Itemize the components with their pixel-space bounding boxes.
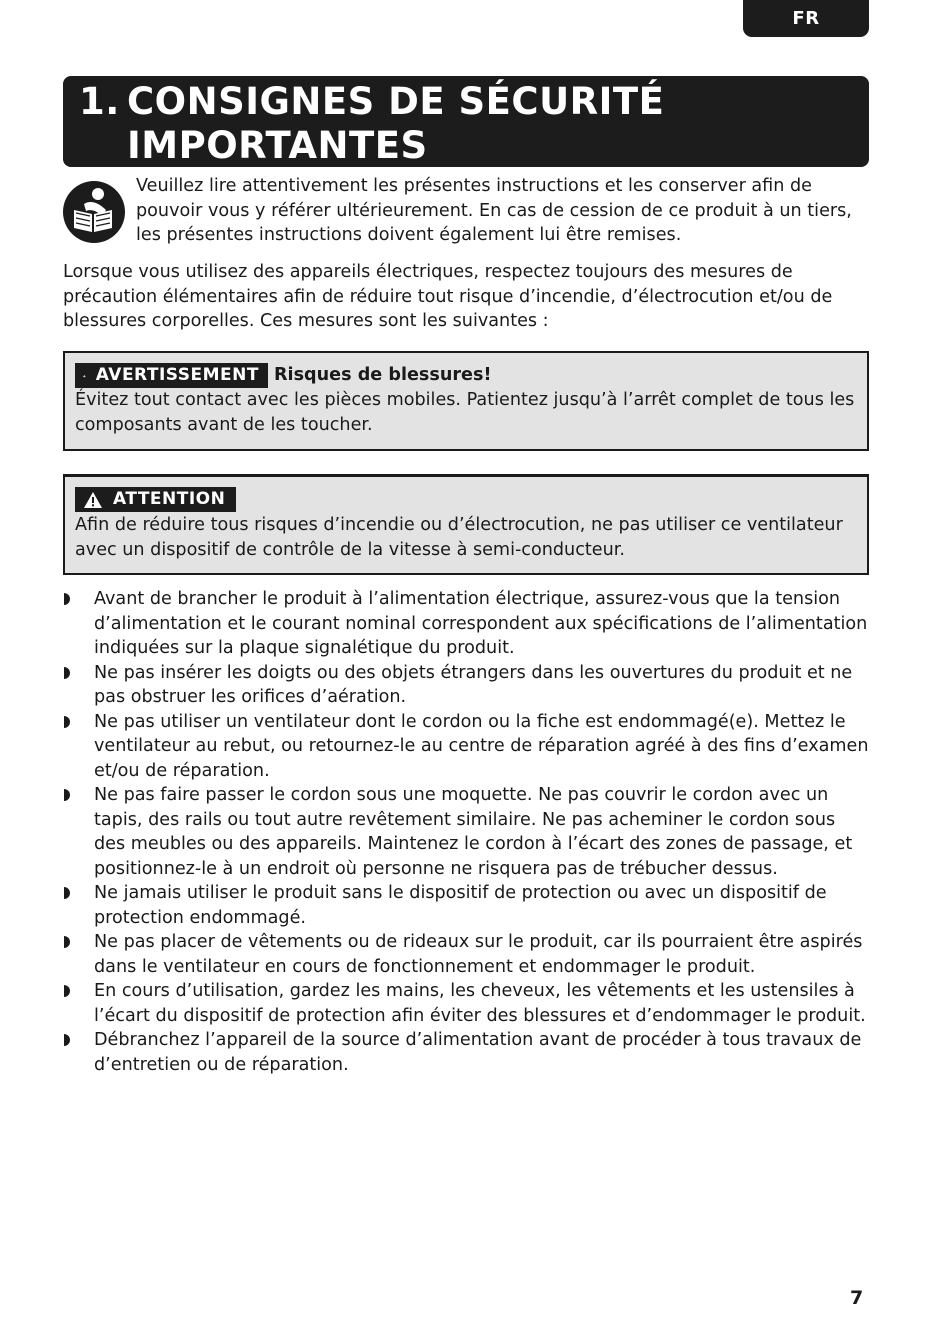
section-title xyxy=(63,76,869,167)
list-item: Ne pas faire passer le cordon sous une moquette. Ne pas couvrir le cordon avec un tapis, des rails ou tout autre revêtement similaire. Ne pas acheminer le cordon sous des meubles ou des appareils. Maintenez le cordon à l’écart des zones de passage, et positionnez-le à un endroit où personne ne risquera pas de trébucher dessus. xyxy=(63,783,869,881)
caution-box xyxy=(63,474,869,575)
list-item: Ne pas insérer les doigts ou des objets étrangers dans les ouvertures du produit et ne pas obstruer les orifices d’aération. xyxy=(63,661,869,710)
read-manual-icon xyxy=(62,180,126,244)
caution-header xyxy=(75,487,867,512)
lead-paragraph: Lorsque vous utilisez des appareils électriques, respectez toujours des mesures de précaution élémentaires afin de réduire tout risque d’incendie, d’électrocution et/ou de blessures corporelles. Ces mesures sont les suivantes : xyxy=(63,262,833,332)
list-item: Ne pas utiliser un ventilateur dont le cordon ou la fiche est endommagé(e). Mettez le ventilateur au rebut, ou retournez-le au centre de réparation agréé à des fins d’examen et/ou de réparation. xyxy=(63,710,869,784)
caution-label: ATTENTION xyxy=(113,489,226,510)
safety-instructions-list xyxy=(63,587,869,1077)
list-item: Débranchez l’appareil de la source d’alimentation avant de procéder à tous travaux de d’entretien ou de réparation. xyxy=(63,1028,869,1077)
warning-triangle-icon xyxy=(83,491,103,509)
warning-label: AVERTISSEMENT xyxy=(95,365,259,386)
list-item: Ne pas placer de vêtements ou de rideaux sur le produit, car ils pourraient être aspirés dans le ventilateur en cours de fonctionnement et endommager le produit. xyxy=(63,930,869,979)
page-number: 7 xyxy=(850,1287,864,1309)
intro-text: Veuillez lire attentivement les présentes instructions et les conserver afin de pouvoir vous y référer ultérieurement. En cas de cession de ce produit à un tiers, les présentes instructions doivent également lui être remises. xyxy=(136,176,852,246)
language-tab: FR xyxy=(743,0,869,37)
list-item: En cours d’utilisation, gardez les mains, les cheveux, les vêtements et les ustensiles à l’écart du dispositif de protection afin éviter des blessures et d’endommager le produit. xyxy=(63,979,869,1028)
section-title-line2: IMPORTANTES xyxy=(127,124,428,167)
caution-text: Afin de réduire tous risques d’incendie ou d’électrocution, ne pas utiliser ce ventilateur avec un dispositif de contrôle de la vitesse à semi-conducteur. xyxy=(75,515,843,560)
caution-badge xyxy=(75,487,236,512)
section-title-text: CONSIGNES DE SÉCURITÉ xyxy=(127,80,665,123)
list-item: Avant de brancher le produit à l’alimentation électrique, assurez-vous que la tension d’alimentation et le courant nominal correspondent aux spécifications de l’alimentation indiquées sur la plaque signalétique du produit. xyxy=(63,587,869,661)
warning-box xyxy=(63,351,869,451)
warning-triangle-icon xyxy=(83,367,86,385)
warning-badge xyxy=(75,363,268,388)
warning-header xyxy=(75,363,867,388)
warning-text: Évitez tout contact avec les pièces mobiles. Patientez jusqu’à l’arrêt complet de tous les composants avant de les toucher. xyxy=(75,390,855,435)
section-title-line1 xyxy=(79,80,869,124)
warning-heading: Risques de blessures! xyxy=(274,365,492,386)
section-number: 1. xyxy=(79,80,120,123)
list-item: Ne jamais utiliser le produit sans le dispositif de protection ou avec un dispositif de protection endommagé. xyxy=(63,881,869,930)
